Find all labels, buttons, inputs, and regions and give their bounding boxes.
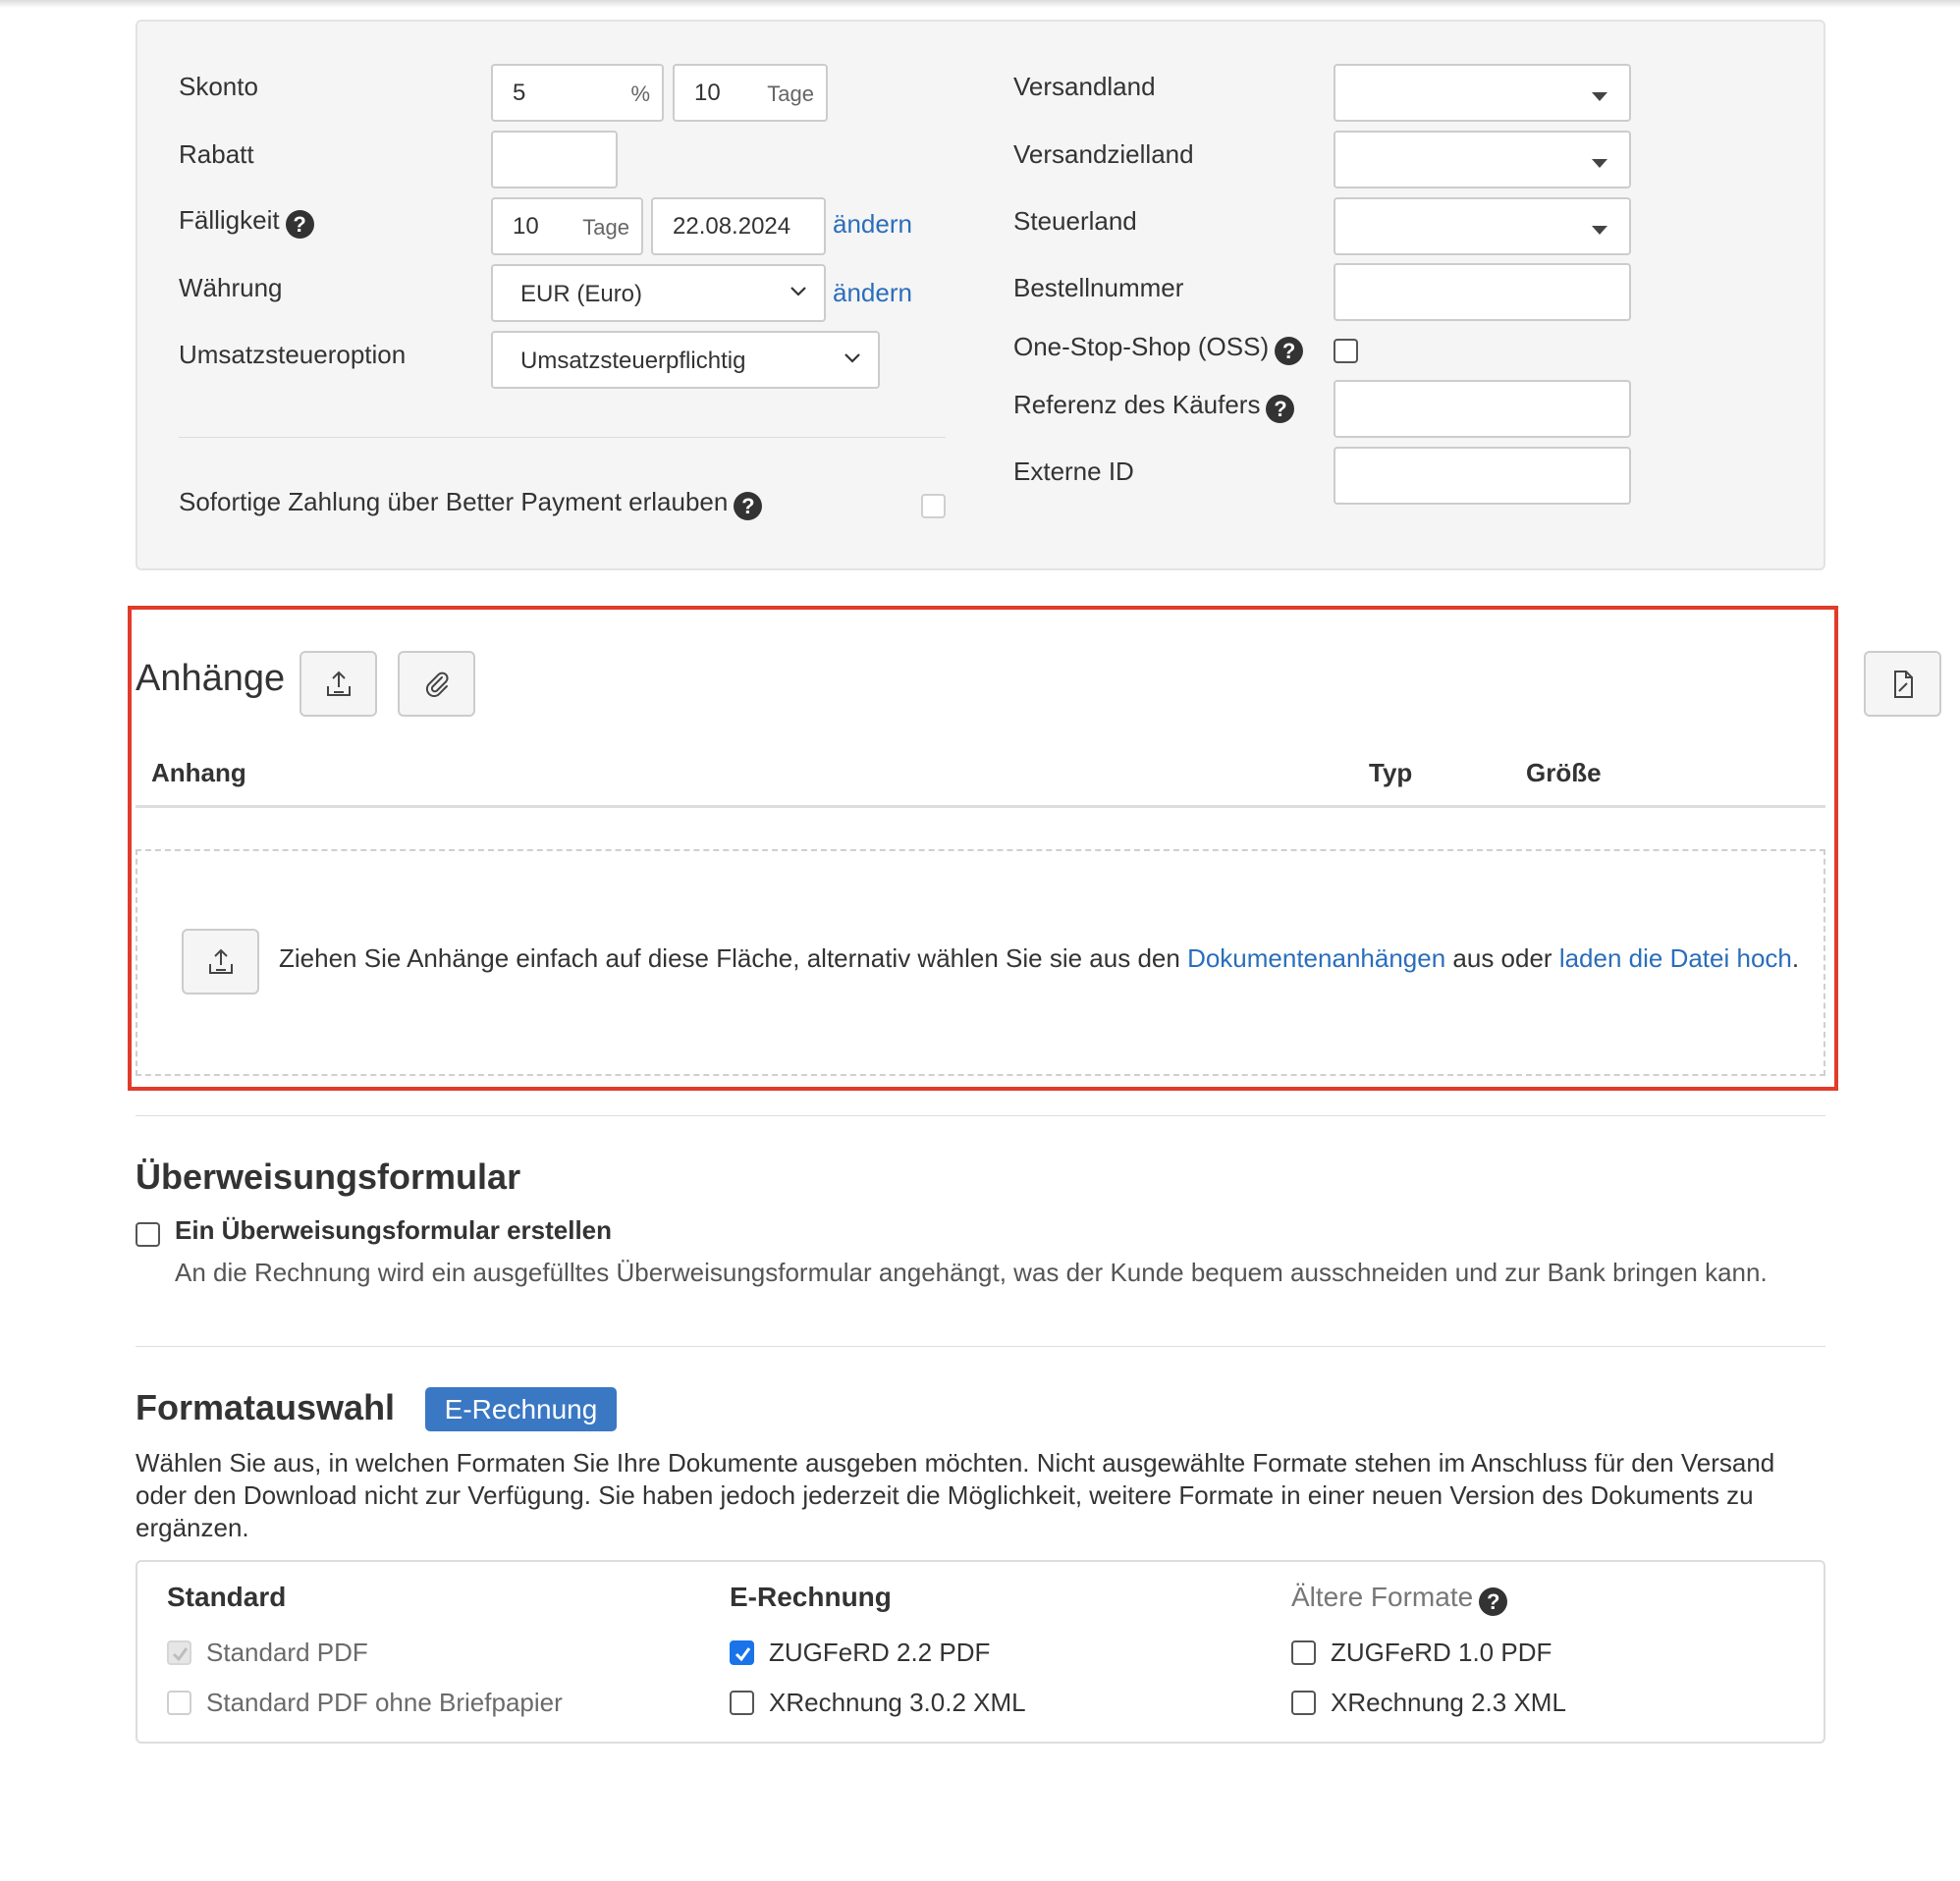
standard-pdf-no-letterhead-label: Standard PDF ohne Briefpapier [206,1688,563,1717]
faelligkeit-date-value: 22.08.2024 [673,213,791,240]
days-suffix: Tage [582,215,629,240]
pdf-preview-button[interactable] [1864,651,1941,717]
better-payment-label [179,486,762,520]
waehrung-value: EUR (Euro) [520,281,643,307]
dropzone-text-before: Ziehen Sie Anhänge einfach auf diese Fläche, alternativ wählen Sie sie aus den [279,943,1188,973]
versandland-label: Versandland [1013,72,1156,101]
check-icon [733,1643,753,1664]
skonto-days-input[interactable] [673,64,828,122]
upload-file-link[interactable]: laden die Datei hoch [1558,943,1792,973]
oss-label-text: One-Stop-Shop (OSS) [1013,332,1270,361]
referenz-label-text: Referenz des Käufers [1013,390,1261,419]
bestellnummer-label: Bestellnummer [1013,273,1184,302]
referenz-label [1013,389,1294,423]
versandzielland-select[interactable] [1334,131,1631,188]
umsatzsteueroption-label: Umsatzsteueroption [179,340,407,369]
xrechnung-23-label[interactable]: XRechnung 2.3 XML [1331,1688,1566,1717]
skonto-days-value: 10 [694,80,721,106]
format-column-older-text: Ältere Formate [1291,1582,1474,1612]
dropzone-text [279,943,1799,974]
format-column-standard: Standard [167,1582,287,1612]
externe-id-input[interactable] [1334,447,1631,505]
dropzone-text-middle: aus oder [1445,943,1559,973]
faelligkeit-date-input[interactable] [651,197,826,255]
dropzone-text-after: . [1791,943,1800,973]
referenz-input[interactable] [1334,380,1631,438]
check-icon [170,1643,191,1664]
paperclip-icon [421,669,453,700]
transfer-form-description: An die Rechnung wird ein ausgefülltes Überweisungsformular angehängt, was der Kunde bequem ausschneiden und zur Bank bringen kann. [175,1258,1768,1287]
transfer-form-title: Überweisungsformular [136,1156,521,1197]
zugferd-22-checkbox[interactable] [730,1640,754,1665]
section-divider [136,1346,1825,1347]
bestellnummer-input[interactable] [1334,263,1631,321]
transfer-form-checkbox-label[interactable]: Ein Überweisungsformular erstellen [175,1215,613,1245]
zugferd-10-label[interactable]: ZUGFeRD 1.0 PDF [1331,1638,1552,1667]
faelligkeit-label [179,204,314,239]
waehrung-label: Währung [179,273,283,302]
caret-down-icon [1592,159,1607,168]
faelligkeit-label-text: Fälligkeit [179,205,280,235]
waehrung-select[interactable] [491,264,826,322]
percent-suffix: % [630,81,650,106]
attach-from-documents-button[interactable] [398,651,475,717]
steuerland-label: Steuerland [1013,206,1137,236]
faelligkeit-days-value: 10 [513,213,539,240]
format-column-older [1291,1582,1507,1616]
transfer-form-checkbox[interactable] [136,1222,160,1247]
column-header-groesse: Größe [1526,758,1602,787]
upload-icon [205,946,237,978]
help-icon[interactable]: ? [1266,395,1294,423]
steuerland-select[interactable] [1334,197,1631,255]
rabatt-label: Rabatt [179,139,254,169]
standard-pdf-label: Standard PDF [206,1638,368,1667]
rabatt-input[interactable] [491,131,618,188]
zugferd-10-checkbox[interactable] [1291,1640,1316,1665]
help-icon[interactable]: ? [1275,337,1303,365]
caret-down-icon [1592,92,1607,101]
xrechnung-302-label[interactable]: XRechnung 3.0.2 XML [769,1688,1026,1717]
externe-id-label: Externe ID [1013,457,1134,486]
faelligkeit-change-link[interactable]: ändern [833,209,912,239]
help-icon[interactable]: ? [1479,1587,1507,1616]
chevron-down-icon [841,346,864,369]
oss-label [1013,331,1303,365]
chevron-down-icon [787,279,810,302]
attachments-title: Anhänge [136,658,286,699]
top-shadow [0,0,1960,8]
standard-pdf-no-letterhead-checkbox [167,1691,191,1715]
standard-pdf-checkbox [167,1640,191,1665]
format-column-e-rechnung: E-Rechnung [730,1582,892,1612]
table-header-divider [136,805,1825,808]
oss-checkbox[interactable] [1334,339,1358,363]
skonto-label: Skonto [179,72,258,101]
dropzone-upload-button[interactable] [182,929,259,994]
versandland-select[interactable] [1334,64,1631,122]
umsatzsteueroption-value: Umsatzsteuerpflichtig [520,348,746,374]
better-payment-checkbox[interactable] [921,494,946,518]
help-icon[interactable]: ? [734,492,762,520]
versandzielland-label: Versandzielland [1013,139,1194,169]
section-divider [136,1115,1825,1116]
help-icon[interactable]: ? [286,210,314,239]
format-title: Formatauswahl [136,1387,396,1427]
document-attachments-link[interactable]: Dokumentenanhängen [1187,943,1446,973]
better-payment-label-text: Sofortige Zahlung über Better Payment erlauben [179,487,729,516]
panel-divider [179,437,946,438]
upload-button[interactable] [299,651,377,717]
days-suffix: Tage [767,81,814,106]
skonto-percent-input[interactable] [491,64,664,122]
zugferd-22-label[interactable]: ZUGFeRD 2.2 PDF [769,1638,991,1667]
column-header-anhang: Anhang [151,758,246,787]
waehrung-change-link[interactable]: ändern [833,278,912,307]
skonto-percent-value: 5 [513,80,526,106]
upload-icon [323,669,354,700]
column-header-typ: Typ [1369,758,1413,787]
e-rechnung-badge: E-Rechnung [425,1387,617,1431]
umsatzsteueroption-select[interactable] [491,331,880,389]
format-description: Wählen Sie aus, in welchen Formaten Sie Ihre Dokumente ausgeben möchten. Nicht ausgewählte Formate stehen im Anschluss für den Versand oder den Download nicht zur Verfügung. Sie haben jedoch jederzeit die Möglichkeit, weitere Formate in einer neuen Version des Dokuments zu ergänzen. [136,1448,1775,1542]
xrechnung-23-checkbox[interactable] [1291,1691,1316,1715]
xrechnung-302-checkbox[interactable] [730,1691,754,1715]
faelligkeit-days-input[interactable] [491,197,643,255]
pdf-file-icon [1889,670,1917,699]
caret-down-icon [1592,226,1607,235]
